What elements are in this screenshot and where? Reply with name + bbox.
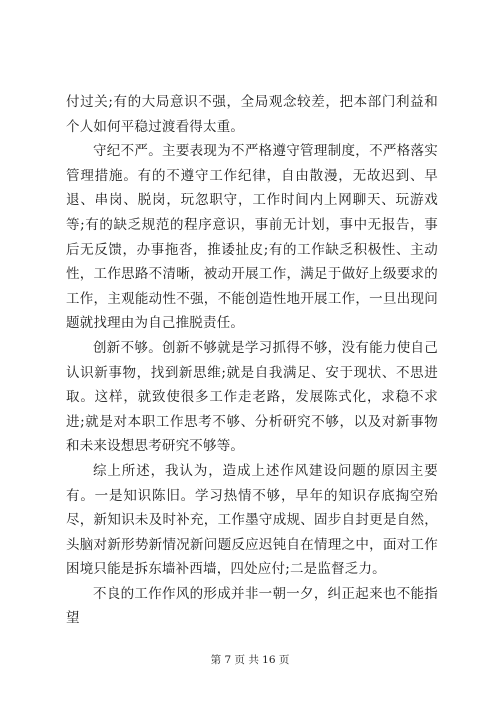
- paragraph-5: 不良的工作作风的形成并非一朝一夕，纠正起来也不能指望: [66, 585, 438, 627]
- paragraph-3: 创新不够。创新不够就是学习抓得不够，没有能力使自己认识新事物，找到新思维;就是自我满足、安于现状、不思进取。这样，就致使很多工作走老路，发展陈式化，求稳不求进;就是对本职工作思考不够、分析研究不够，以及对新事物和未来设想思考研究不够等。: [66, 339, 438, 455]
- paragraph-1: 付过关;有的大局意识不强，全局观念较差，把本部门利益和个人如何平稳过渡看得太重。: [66, 94, 438, 135]
- paragraph-2: 守纪不严。主要表现为不严格遵守管理制度，不严格落实管理措施。有的不遵守工作纪律，自由散漫，无故迟到、早退、串岗、脱岗，玩忽职守，工作时间内上网聊天、玩游戏等;有的缺乏规范的程序意识，事前无计划，事中无报告，事后无反馈，办事拖沓，推诿扯皮;有的工作缺乏积极性、主动性，工作思路不清晰，被动开展工作，满足于做好上级要求的工作，主观能动性不强，不能创造性地开展工作，一旦出现问题就找理由为自己推脱责任。: [66, 143, 438, 332]
- document-body: [66, 90, 438, 631]
- page-number-footer: 第 7 页 共 16 页: [210, 654, 290, 666]
- paragraph-4: 综上所述，我认为，造成上述作风建设问题的原因主要有。一是知识陈旧。学习热情不够，早年的知识存底掏空殆尽，新知识未及时补充，工作墨守成规、固步自封更是自然，头脑对新形势新情况新问题反应迟钝自在情理之中，面对工作困境只能是拆东墙补西墙，四处应付;二是监督乏力。: [66, 462, 438, 578]
